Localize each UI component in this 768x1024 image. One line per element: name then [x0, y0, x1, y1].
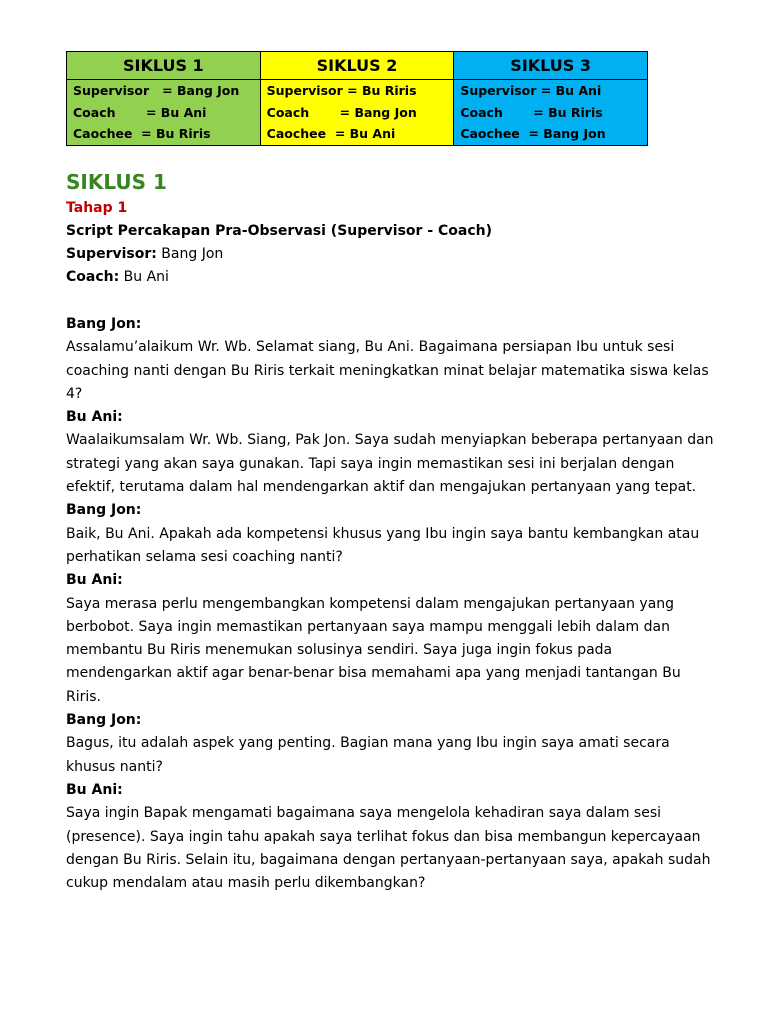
dialogue-speaker: Bu Ani: [66, 572, 123, 589]
cycle-3-coach: Coach = Bu Riris [460, 104, 603, 120]
dialogue-speaker: Bu Ani: [66, 409, 123, 426]
dialogue-speaker: Bu Ani: [66, 781, 123, 798]
supervisor-line [66, 243, 726, 266]
blank-line [66, 290, 726, 313]
cycle-1-supervisor: Supervisor = Bang Jon [73, 83, 240, 98]
cycle-3-supervisor: Supervisor = Bu Ani [460, 83, 602, 98]
coach-line [66, 266, 726, 289]
coach-value: Bu Ani [119, 269, 169, 286]
cycle-1-header: SIKLUS 1 [67, 52, 261, 80]
dialogue-text: Saya merasa perlu mengembangkan kompetensi dalam mengajukan pertanyaan yang berbobot. Saya ingin memastikan pertanyaan saya mampu menggali lebih dalam dan membantu Bu Riris menemukan solusinya sendiri. Saya juga ingin fokus pada mendengarkan aktif agar benar-benar bisa memahami apa yang menjadi tantangan Bu Riris. [66, 595, 681, 705]
dialogue-text: Baik, Bu Ani. Apakah ada kompetensi khusus yang Ibu ingin saya bantu kembangkan atau perhatikan selama sesi coaching nanti? [66, 525, 700, 565]
dialogue-speaker: Bang Jon: [66, 502, 142, 519]
coach-label: Coach: [66, 269, 120, 286]
supervisor-label: Supervisor: [66, 246, 157, 263]
cycle-3-coachee: Caochee = Bang Jon [460, 126, 606, 141]
dialogue-text: Waalaikumsalam Wr. Wb. Siang, Pak Jon. Saya sudah menyiapkan beberapa pertanyaan dan strategi yang akan saya gunakan. Tapi saya ingin memastikan sesi ini berjalan dengan efektif, terutama dalam hal mendengarkan aktif dan mengajukan pertanyaan yang tepat. [66, 432, 714, 496]
dialogue [66, 313, 726, 895]
supervisor-value: Bang Jon [156, 246, 224, 263]
cycle-2-supervisor: Supervisor = Bu Riris [266, 83, 417, 98]
cycle-2-roles [260, 80, 454, 146]
dialogue-text: Assalamu’alaikum Wr. Wb. Selamat siang, Bu Ani. Bagaimana persiapan Ibu untuk sesi coaching nanti dengan Bu Riris terkait meningkatkan minat belajar matematika siswa kelas 4? [66, 339, 709, 402]
script-title: Script Percakapan Pra-Observasi (Supervisor - Coach) [66, 222, 493, 239]
section-title: SIKLUS 1 [66, 169, 167, 194]
document-page [66, 51, 726, 895]
dialogue-speaker: Bang Jon: [66, 315, 142, 332]
stage-label: Tahap 1 [66, 199, 128, 216]
cycle-2-coach: Coach = Bang Jon [266, 104, 417, 120]
dialogue-text: Saya ingin Bapak mengamati bagaimana saya mengelola kehadiran saya dalam sesi (presence). Saya ingin tahu apakah saya terlihat fokus dan bisa membangun kepercayaan dengan Bu Riris. Selain itu, bagaimana dengan pertanyaan-pertanyaan saya, apakah sudah cukup mendalam atau masih perlu dikembangkan? [66, 805, 711, 892]
cycle-3-header: SIKLUS 3 [454, 52, 648, 80]
cycle-1-coachee: Caochee = Bu Riris [73, 126, 211, 141]
dialogue-speaker: Bang Jon: [66, 712, 142, 729]
cycles-table [66, 51, 648, 146]
cycle-3-roles [454, 80, 648, 146]
dialogue-text: Bagus, itu adalah aspek yang penting. Bagian mana yang Ibu ingin saya amati secara khusus nanti? [66, 735, 670, 775]
cycle-1-roles [67, 80, 261, 146]
cycle-1-coach: Coach = Bu Ani [73, 104, 207, 120]
cycle-2-coachee: Caochee = Bu Ani [266, 126, 396, 141]
cycle-2-header: SIKLUS 2 [260, 52, 454, 80]
